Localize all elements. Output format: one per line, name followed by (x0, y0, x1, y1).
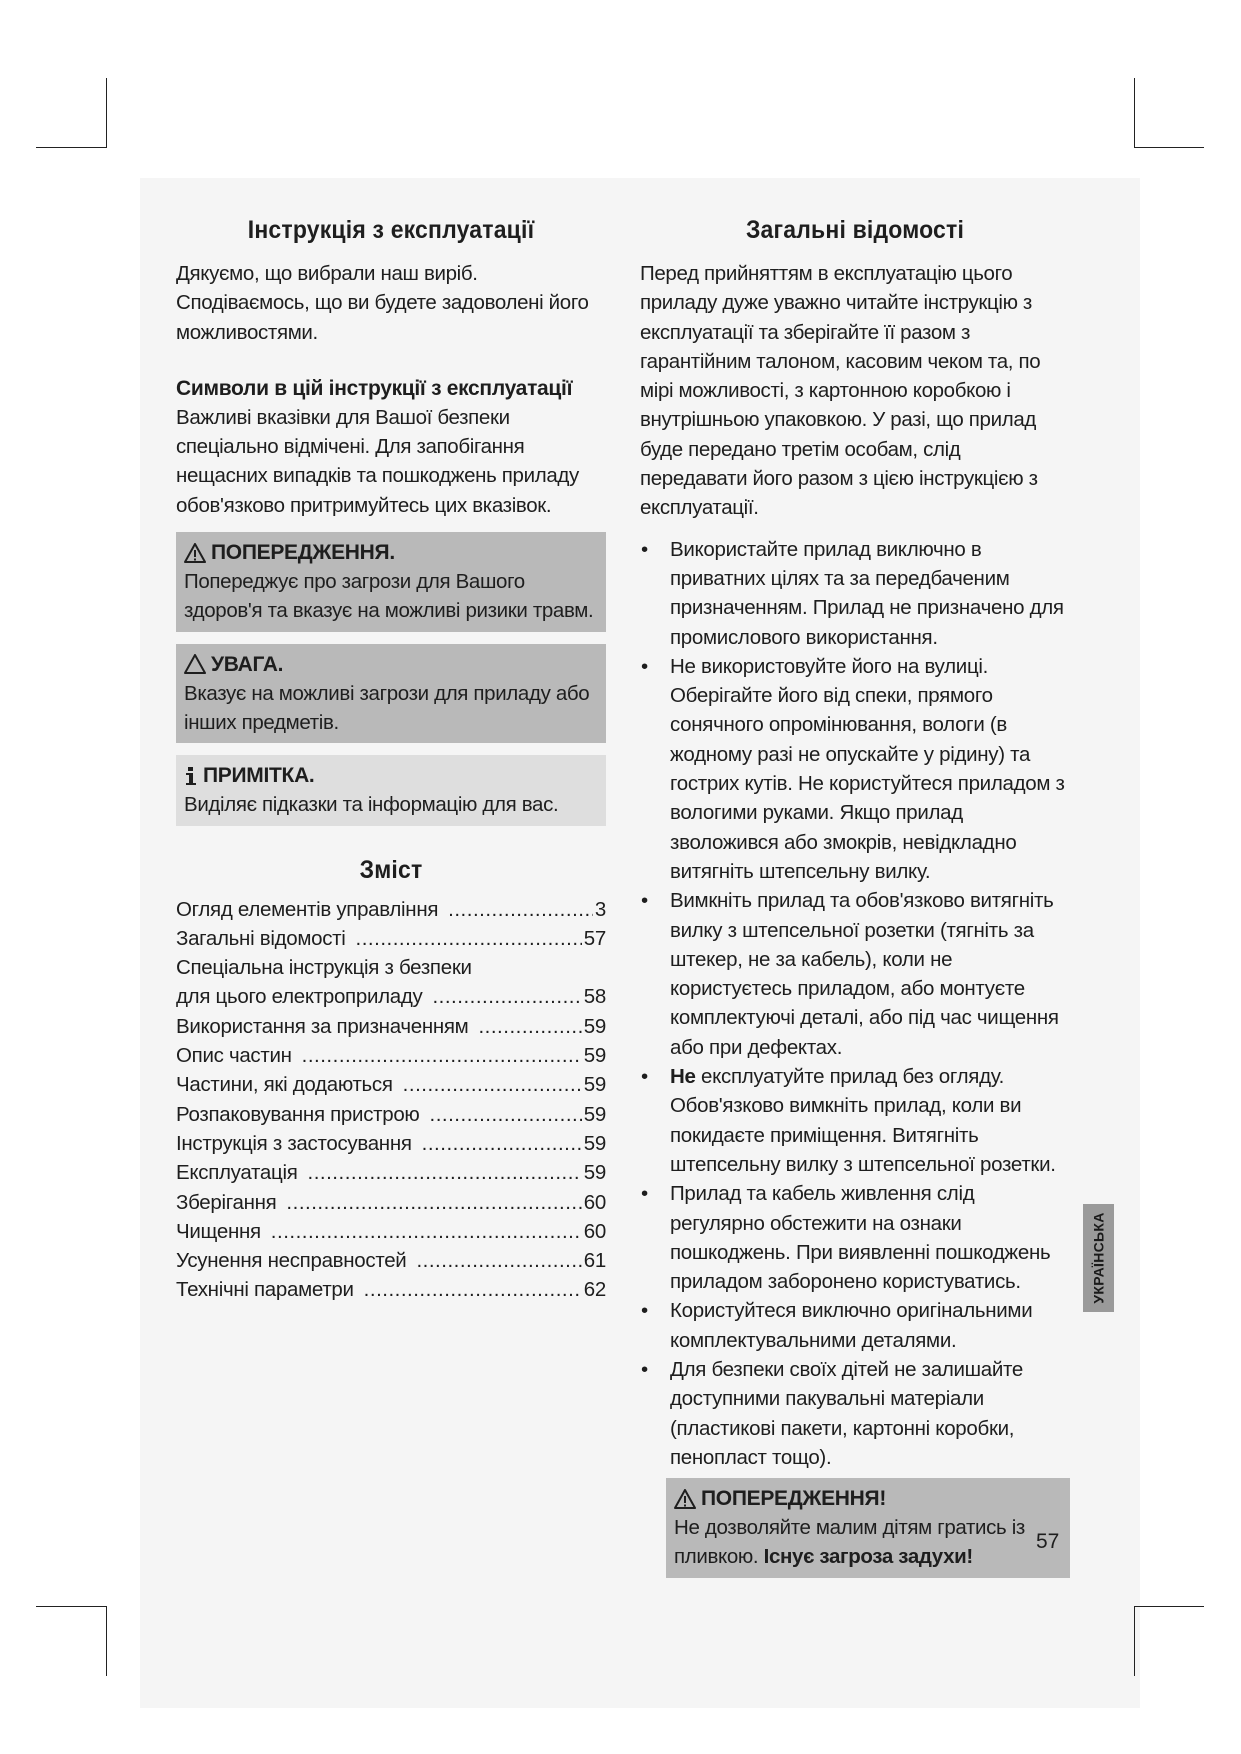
warning-box (176, 532, 606, 632)
left-column (176, 212, 606, 1305)
toc-entry[interactable]: для цього електроприладу ..... 58 (176, 982, 606, 1011)
toc-title: Зміст (359, 855, 423, 884)
warning-title: ПОПЕРЕДЖЕННЯ. (211, 541, 395, 565)
symbols-heading: Символи в цій інструкції з експлуатації (176, 376, 573, 400)
crop-mark-tl-h (36, 147, 107, 148)
list-item: • Для безпеки своїх дітей не залишайте доступними пакувальні матеріали (пластикові пакети, картонні коробки, пенопласт тощо). (641, 1357, 1023, 1469)
page-number: 57 (1036, 1530, 1060, 1553)
general-info-title: Загальні відомості (745, 216, 965, 244)
list-item: • Використайте прилад виключно в приватних цілях та за передбаченим призначенням. Прилад не призначено для промислового використання. (641, 537, 1064, 649)
caution-text: Вказує на можливі загрози для приладу або інших предметів. (184, 681, 590, 734)
symbols-text: Важливі вказівки для Вашої безпеки спеціально відмічені. Для запобігання нещасних випадків та пошкоджень приладу обов'язково притримуйтесь цих вказівок. (176, 405, 579, 517)
toc-entry[interactable]: Усунення несправностей ..... 61 (176, 1246, 606, 1275)
warning-triangle-icon (674, 1489, 696, 1509)
warning-triangle-icon (184, 543, 206, 563)
toc-entry[interactable]: Опис частин ..... 59 (176, 1041, 606, 1070)
crop-mark-tr-v (1134, 78, 1135, 148)
table-of-contents (176, 895, 606, 1305)
crop-mark-br-h (1134, 1606, 1204, 1607)
caution-triangle-icon (184, 654, 206, 674)
warning-text: Попереджує про загрози для Вашого здоров'я та вказує на можливі ризики травм. (184, 570, 594, 623)
toc-entry[interactable]: Огляд елементів управління ..... 3 (176, 895, 606, 924)
toc-entry[interactable]: Інструкція з застосування ..... 59 (176, 1129, 606, 1158)
intro-text: Дякуємо, що вибрали наш виріб. Сподіваємось, що ви будете задоволені його можливостями. (176, 262, 589, 344)
caution-title: УВАГА. (211, 652, 284, 676)
crop-mark-bl-v (106, 1606, 107, 1676)
note-title: ПРИМІТКА. (203, 764, 315, 788)
toc-entry[interactable]: Розпаковування пристрою ..... 59 (176, 1100, 606, 1129)
list-item: • Не експлуатуйте прилад без огляду. Обов'язково вимкніть прилад, коли ви покидаєте приміщення. Витягніть штепсельну вилку з штепсельної розетки. (641, 1065, 1056, 1176)
caution-box (176, 644, 606, 744)
toc-entry[interactable]: Чищення ..... 60 (176, 1217, 606, 1246)
right-column (640, 212, 1070, 1578)
crop-mark-tl-v (106, 78, 107, 148)
toc-entry[interactable]: Технічні параметри ..... 62 (176, 1275, 606, 1304)
toc-entry[interactable]: Загальні відомості ..... 57 (176, 924, 606, 953)
toc-entry[interactable]: Частини, які додаються ..... 59 (176, 1070, 606, 1099)
child-warning-text: Не дозволяйте малим дітям гратись із пливкою. Існує загроза задухи! (674, 1516, 1025, 1569)
note-text: Виділяє підказки та інформацію для вас. (184, 793, 559, 817)
list-item: • Прилад та кабель живлення слід регулярно обстежити на ознаки пошкоджень. При виявленні пошкоджень приладом заборонено користуватись. (641, 1182, 1051, 1294)
child-warning-title: ПОПЕРЕДЖЕННЯ! (701, 1487, 887, 1511)
language-tab-label: УКРАЇНСЬКА (1090, 1212, 1107, 1304)
child-warning-box (666, 1478, 1070, 1578)
crop-mark-br-v (1134, 1606, 1135, 1676)
manual-title: Інструкція з експлуатації (247, 216, 535, 244)
language-tab (1083, 1204, 1114, 1312)
general-info-intro: Перед прийняттям в експлуатацію цього приладу дуже уважно читайте інструкцію з експлуатації та зберігайте її разом з гарантійним талоном, касовим чеком та, по мірі можливості, з картонною коробкою і внутрішньою упаковкою. У разі, що прилад буде передано третім особам, слід передавати його разом з цією інструкцією з експлуатації. (640, 262, 1041, 520)
list-item: • Вимкніть прилад та обов'язково витягніть вилку з штепсельної розетки (тягніть за штекер, не за кабель), коли не користуєтесь приладом, або монтуєте комплектуючі деталі, або під час чищення або при дефектах. (641, 889, 1059, 1059)
list-item: • Користуйтеся виключно оригінальними комплектувальними деталями. (641, 1299, 1033, 1352)
crop-mark-bl-h (36, 1606, 107, 1607)
toc-entry[interactable]: Спеціальна інструкція з безпеки (176, 956, 472, 980)
toc-entry[interactable]: Експлуатація ..... 59 (176, 1158, 606, 1187)
note-box (176, 755, 606, 825)
list-item: • Не використовуйте його на вулиці. Оберігайте його від спеки, прямого сонячного опромінювання, вологи (в жодному разі не опускайте у рідину) та гострих кутів. Не користуйтеся приладом з вологими руками. Якщо прилад зволожився або змокрів, невідкладно витягніть штепсельну вилку. (641, 654, 1065, 883)
safety-list (640, 535, 1070, 1473)
toc-entry[interactable]: Зберігання ..... 60 (176, 1188, 606, 1217)
toc-entry[interactable]: Використання за призначенням ..... 59 (176, 1012, 606, 1041)
info-icon (184, 766, 198, 786)
crop-mark-tr-h (1134, 147, 1204, 148)
